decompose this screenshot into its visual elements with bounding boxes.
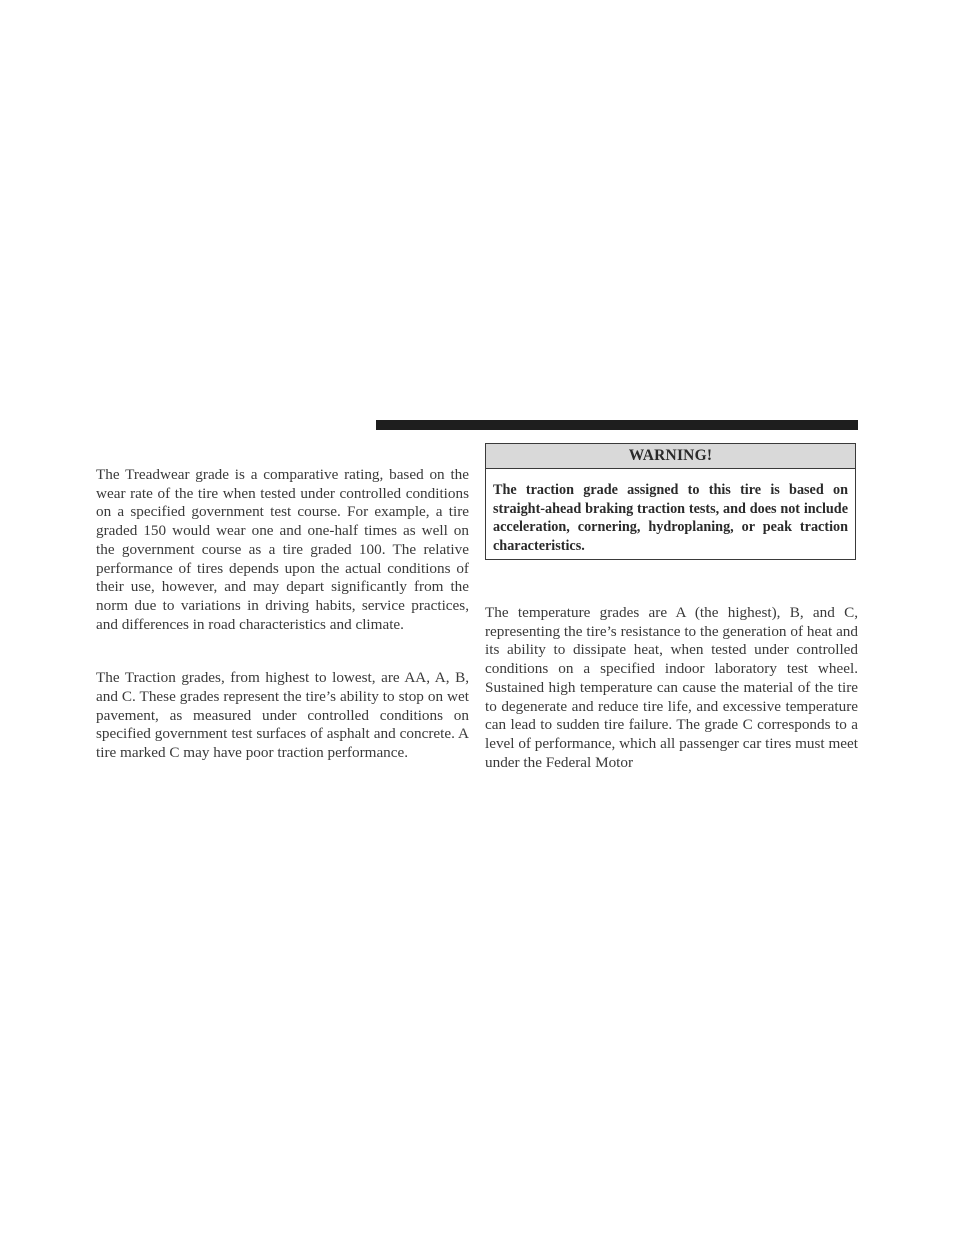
temperature-paragraph: The temperature grades are A (the highest), B, and C, representing the tire’s resistance to the generation of heat and its ability to dissipate heat, when tested under controlled conditions on a specified indoor laboratory test wheel. Sustained high temperature can cause the material of the tire to degenerate and reduce tire life, and excessive temperature can lead to sudden tire failure. The grade C corresponds to a level of performance, which all passenger car tires must meet under the Federal Motor	[485, 604, 858, 771]
left-column	[96, 466, 469, 763]
traction-paragraph: The Traction grades, from highest to lowest, are AA, A, B, and C. These grades represent the tire’s ability to stop on wet pavement, as measured under controlled conditions on specified government test surfaces of asphalt and concrete. A tire marked C may have poor traction performance.	[96, 669, 469, 762]
right-column	[485, 604, 858, 772]
section-header-rule	[376, 420, 858, 430]
warning-title: WARNING!	[486, 444, 855, 469]
warning-text: The traction grade assigned to this tire is based on straight-ahead braking traction tests, and does not include acceleration, cornering, hydroplaning, or peak traction characteristics.	[493, 482, 848, 555]
treadwear-paragraph: The Treadwear grade is a comparative rating, based on the wear rate of the tire when tested under controlled conditions on a specified government test course. For example, a tire graded 150 would wear one and one-half times as well on the government course as a tire graded 100. The relative performance of tires depends upon the actual conditions of their use, however, and may depart significantly from the norm due to variations in driving habits, service practices, and differences in road characteristics and climate.	[96, 466, 469, 633]
warning-box	[485, 443, 856, 560]
